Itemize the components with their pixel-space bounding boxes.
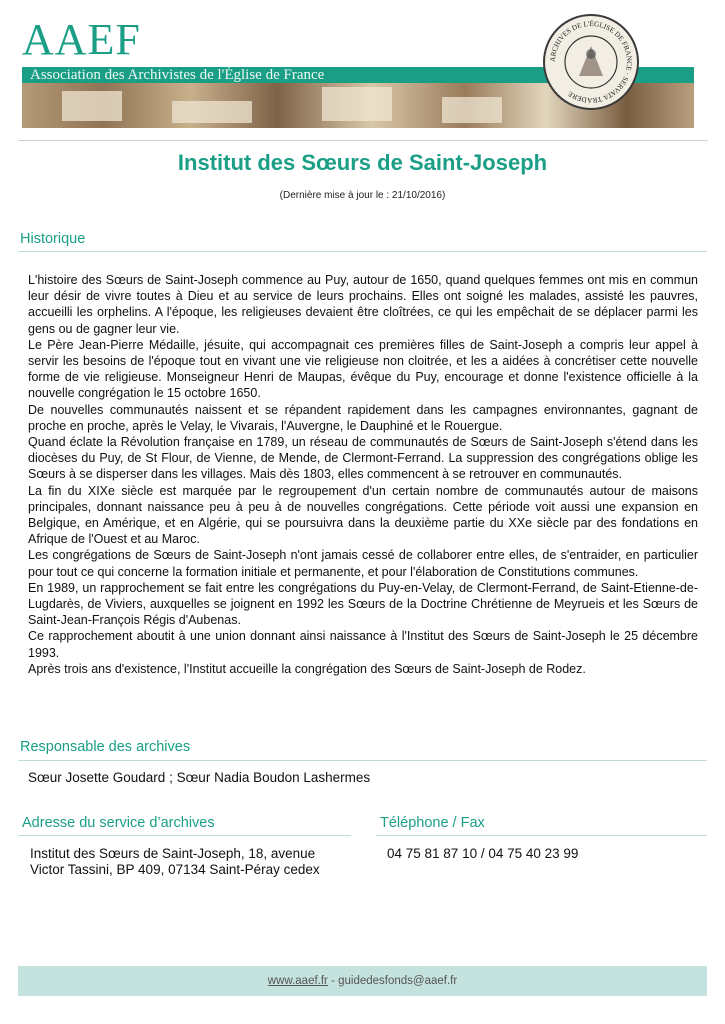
history-paragraph: Le Père Jean-Pierre Médaille, jésuite, qui accompagnait ces premières filles de Saint-Joseph a compris leur appel à servir les besoins de l'époque tout en vivant une vie religieuse non cloitrée, et les a aidées à concrétiser cette nouvelle forme de vie religieuse. Monseigneur Henri de Maupas, évêque du Puy, encourage et donne l'existence officielle à la nouvelle congrégation le 15 octobre 1650. bbox=[28, 337, 698, 401]
telephone-heading: Téléphone / Fax bbox=[380, 815, 485, 831]
telephone-divider bbox=[376, 835, 707, 836]
footer-separator: - bbox=[327, 975, 339, 987]
responsable-heading: Responsable des archives bbox=[20, 739, 191, 755]
history-paragraph: Après trois ans d'existence, l'Institut accueille la congrégation des Sœurs de Saint-Joseph de Rodez. bbox=[28, 661, 586, 676]
history-paragraph: En 1989, un rapprochement se fait entre les congrégations du Puy-en-Velay, de Clermont-Ferrand, de Saint-Etienne-de-Lugdarès, de Viviers, auxquelles se joignent en 1992 les Sœurs de la Doctrine Chrétienne de Meyrueis et les Sœurs de Saint-Jean-François Régis d'Aubenas. bbox=[28, 580, 698, 628]
adresse-divider bbox=[18, 835, 351, 836]
footer bbox=[18, 966, 707, 996]
address-line: Institut des Sœurs de Saint-Joseph, 18, avenue bbox=[30, 846, 316, 861]
header-banner bbox=[18, 12, 708, 141]
history-paragraph: Quand éclate la Révolution française en 1789, un réseau de communautés de Sœurs de Saint-Joseph s'étend dans les diocèses du Puy, de St Flour, de Vienne, de Mende, de Clermont-Ferrand. La suppression des congrégations oblige les Sœurs à se disperser dans les villages. Mais dès 1803, elles commencent à se retrouver en communautés. bbox=[28, 435, 698, 482]
last-updated: (Dernière mise à jour le : 21/10/2016) bbox=[279, 190, 446, 201]
history-paragraph: La fin du XIXe siècle est marquée par le regroupement d'un certain nombre de communautés autour de maisons principales, donnant naissance peu à peu à de nouvelles congrégations. Cette période voit aussi une expansion en Belgique, en Amérique, et en Algérie, qui se poursuivra dans la deuxième partie du XXe siècle par des fondations en Afrique de l'Ouest et au Maroc. bbox=[28, 483, 698, 547]
archives-seal-emblem bbox=[543, 14, 639, 110]
logo[interactable]: AAEF bbox=[22, 15, 141, 64]
history-paragraph: De nouvelles communautés naissent et se répandent rapidement dans les campagnes environnantes, gagnant de proche en proche, après le Velay, le Vivarais, l'Auvergne, le Dauphiné et le Rouergue. bbox=[28, 402, 698, 433]
history-paragraph: Les congrégations de Sœurs de Saint-Joseph n'ont jamais cessé de collaborer entre elles, de s'entraider, en particulier pour tout ce qui concerne la formation initiale et permanente, et pour l'élaboration de Constitutions communes. bbox=[28, 548, 698, 579]
historique-divider bbox=[18, 251, 707, 252]
historique-heading: Historique bbox=[20, 231, 86, 247]
seal-text: ARCHIVES DE L'ÉGLISE DE FRANCE · SERVATA TRADERE bbox=[548, 19, 634, 105]
history-paragraph: L'histoire des Sœurs de Saint-Joseph commence au Puy, autour de 1650, quand quelques femmes ont mis en commun leur désir de vivre toutes à Dieu et au service de leurs prochains. Elles ont soigné les malades, assisté les pauvres, accueilli les orphelins. A l'époque, les religieuses devaient être cloîtrées, ce qui les empêchait de se déplacer parmi les gens ou de gagner leur vie. bbox=[28, 273, 698, 336]
page-title: Institut des Sœurs de Saint-Joseph bbox=[177, 150, 548, 175]
history-paragraph: Ce rapprochement aboutit à une union donnant ainsi naissance à l'Institut des Sœurs de Saint-Joseph le 25 décembre 1993. bbox=[28, 629, 698, 660]
responsable-names: Sœur Josette Goudard ; Sœur Nadia Boudon Lashermes bbox=[28, 770, 371, 785]
adresse-heading: Adresse du service d’archives bbox=[22, 815, 215, 831]
address-line: Victor Tassini, BP 409, 07134 Saint-Péray cedex bbox=[30, 862, 320, 877]
footer-site-link[interactable]: www.aaef.fr bbox=[267, 975, 328, 987]
responsable-divider bbox=[18, 760, 707, 761]
footer-email: guidedesfonds@aaef.fr bbox=[338, 975, 458, 987]
historique-text bbox=[28, 272, 698, 677]
adresse-value bbox=[30, 846, 350, 878]
association-name: Association des Archivistes de l'Église de France bbox=[30, 67, 325, 83]
telephone-value: 04 75 81 87 10 / 04 75 40 23 99 bbox=[387, 846, 579, 861]
